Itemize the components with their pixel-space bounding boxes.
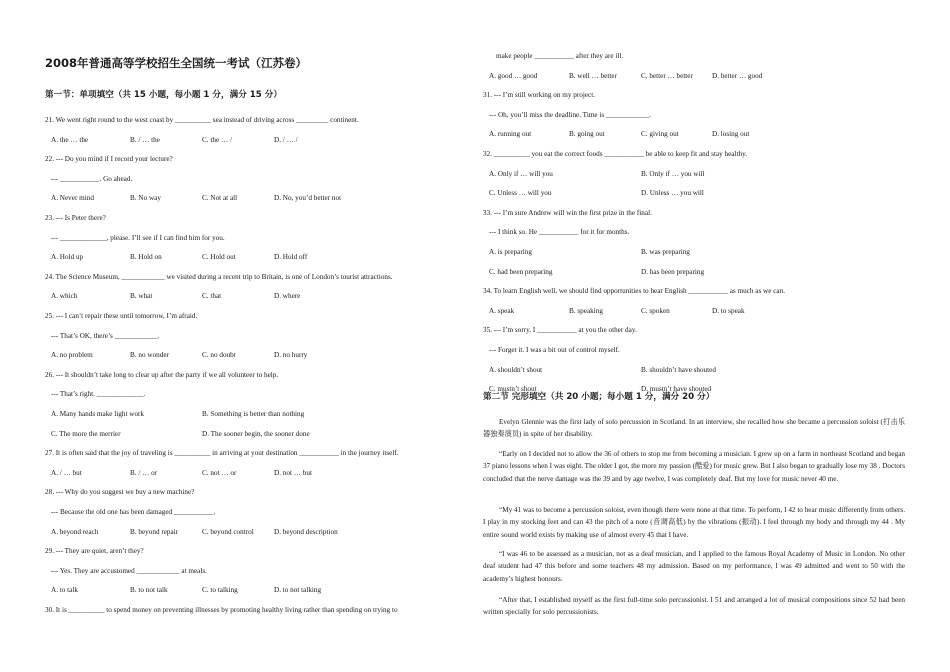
option: A. running out	[489, 130, 532, 139]
option: C. no doubt	[202, 351, 236, 360]
option: D. The sooner begin, the sooner done	[202, 429, 310, 438]
question-stem: 26. --- It shouldn’t take long to clear up after the party if we all volunteer to help.	[45, 370, 279, 379]
option: D. not … but	[274, 468, 312, 477]
options-row	[489, 130, 909, 140]
option: B. Something is better than nothing	[202, 410, 305, 418]
option: B. beyond repair	[130, 527, 179, 536]
question-stem: 32. __________ you eat the correct foods ___________ be able to keep fit and stay healthy.	[483, 150, 748, 158]
option: A. Only if … will you	[489, 169, 553, 178]
option: C. Unless … will you	[489, 189, 552, 198]
question-line: --- I think so. He ___________ for it for months.	[489, 228, 630, 237]
passage-paragraph: “Early on I decided not to allow the 36 of others to stop me from becoming a musician. I grew up on a farm in northeast Scotland and began 37 piano lessons when I was eight. The older I got, the more my passion (酷爱) for music grew. But I also began to gradually lose my 38 . Doctors concluded that the nerve damage was the 39 and by age twelve, I was completely deaf. But my love for music never 40 me.	[483, 450, 905, 483]
question-stem: 29. --- They are quiet, aren’t they?	[45, 547, 144, 556]
question-stem: 35. --- I’m sorry. I ___________ at you the other day.	[483, 326, 637, 335]
option: A. good … good	[489, 71, 538, 80]
option: D. mustn’t have shouted	[641, 385, 712, 394]
question-stem: 28. --- Why do you suggest we buy a new machine?	[45, 488, 195, 497]
options-row	[489, 189, 909, 199]
question-stem: 27. It is often said that the joy of traveling is __________ in arriving at your destination ___________ in the journey itself.	[45, 449, 399, 458]
option: D. to speak	[712, 306, 745, 315]
question-line: make people ___________ after they are ill.	[496, 52, 624, 60]
options-row	[51, 586, 471, 596]
question-stem: 21. We went right round to the west coast by __________ sea instead of driving across _________ continent.	[45, 116, 359, 124]
options-row	[51, 292, 471, 302]
section-heading: 第一节：单项填空（共 15 小题，每小题 1 分，满分 15 分）	[45, 90, 282, 100]
passage-paragraph: “After that, I established myself as the first full-time solo percussionist. I 51 and arranged a lot of musical compositions since 52 had been written specially for solo percussionists.	[483, 596, 905, 617]
options-row	[489, 366, 909, 376]
option: D. has been preparing	[641, 267, 705, 276]
section2-heading: 第二节 完形填空（共 20 小题；每小题 1 分，满分 20 分）	[483, 392, 715, 402]
options-row	[51, 136, 471, 146]
option: C. to talking	[202, 586, 238, 595]
option: C. Hold out	[202, 253, 236, 262]
option: B. / … the	[130, 135, 160, 144]
passage-paragraph: “I was 46 to be assessed as a musician, not as a deaf musician, and I applied to the famous Royal Academy of Music in London. No other deaf student had 47 this before and some teachers 48 my admission. Based on my performance, I was 49 admitted and went to 50 with the academy’s highest honours.	[483, 550, 905, 583]
question-line: --- That’s OK, there’s ____________.	[51, 331, 160, 340]
option: B. what	[130, 292, 153, 301]
question-stem: 22. --- Do you mind if I record your lecture?	[45, 155, 173, 164]
option: C. that	[202, 292, 222, 301]
question-line: --- _____________, please. I’ll see if I can find him for you.	[51, 233, 225, 242]
option: C. not … or	[202, 468, 237, 477]
options-row	[489, 248, 909, 258]
options-row	[51, 253, 471, 263]
option: B. no wonder	[130, 351, 169, 360]
question-stem: 30. It is __________ to spend money on preventing illnesses by promoting healthy living rather than spending on trying to	[45, 606, 398, 614]
option: A. speak	[489, 306, 515, 315]
option: B. was preparing	[641, 248, 690, 256]
option: B. Only if … you will	[641, 169, 705, 178]
option: C. giving out	[641, 130, 679, 139]
option: B. shouldn’t have shouted	[641, 365, 716, 374]
option: B. to not talk	[130, 586, 168, 595]
page-title: 2008年普通高等学校招生全国统一考试（江苏卷）	[45, 56, 308, 70]
options-row	[489, 268, 909, 278]
options-row	[51, 430, 471, 440]
option: D. Unless … you will	[641, 189, 704, 198]
passage-paragraph: Evelyn Glennie was the first lady of solo percussion in Scotland. In an interview, she recalled how she became a percussion soloist (打击乐器独奏演员) in spite of her disability.	[483, 418, 905, 439]
option: A. which	[51, 292, 78, 301]
question-line: --- Forget it. I was a bit out of control myself.	[489, 346, 620, 354]
option: B. No way	[130, 194, 161, 203]
passage-paragraph: “My 41 was to become a percussion soloist, even though there were none at that time. To perform, I 42 to hear music differently from others. I play in my stocking feet and can 43 the pitch of a note (音调高低) by the vibrations (振动). I feel through my body and through my 44 . My entire sound world exists by making use of almost every 45 that I have.	[483, 506, 905, 539]
option: C. The more the merrier	[51, 429, 121, 438]
option: C. beyond control	[202, 527, 254, 536]
question-stem: 23. --- Is Peter there?	[45, 214, 106, 222]
option: C. spoken	[641, 306, 670, 315]
options-row	[489, 307, 909, 317]
question-stem: 25. --- I can’t repair these until tomorrow, I’m afraid.	[45, 312, 198, 320]
option: D. / … /	[274, 135, 298, 144]
options-row	[51, 194, 471, 204]
options-row	[51, 351, 471, 361]
options-row	[489, 170, 909, 180]
question-line: --- ___________. Go ahead.	[51, 174, 133, 183]
option: D. losing out	[712, 130, 750, 139]
options-row	[51, 410, 471, 420]
question-line: --- Oh, you’ll miss the deadline. Time is ____________.	[489, 110, 651, 119]
option: C. Not at all	[202, 194, 238, 203]
option: B. Hold on	[130, 253, 162, 262]
option: A. Never mind	[51, 194, 94, 203]
option: D. to not talking	[274, 586, 322, 595]
option: C. mustn’t shout	[489, 385, 537, 394]
option: A. is preparing	[489, 248, 532, 256]
option: D. no hurry	[274, 351, 308, 360]
question-line: --- Yes. They are accustomed ____________ at meals.	[51, 566, 207, 575]
question-stem: 34. To learn English well, we should find opportunities to hear English ___________ as much as we can.	[483, 287, 785, 296]
option: A. to talk	[51, 586, 78, 595]
options-row	[51, 528, 471, 538]
option: A. Many hands make light work	[51, 410, 145, 418]
options-row	[51, 469, 471, 479]
question-stem: 33. --- I’m sure Andrew will win the first prize in the final.	[483, 208, 652, 217]
option: D. where	[274, 292, 301, 301]
option: C. had been preparing	[489, 267, 553, 276]
option: B. / … or	[130, 468, 158, 477]
question-line: --- That’s right. _____________.	[51, 390, 146, 399]
question-line: --- Because the old one has been damaged ___________.	[51, 508, 216, 516]
option: B. speaking	[569, 306, 603, 315]
option: C. the … /	[202, 135, 232, 144]
option: D. Hold off	[274, 253, 308, 262]
question-stem: 31. --- I’m still working on my project.	[483, 91, 595, 100]
options-row	[489, 72, 909, 82]
option: A. / … but	[51, 468, 82, 477]
option: D. better … good	[712, 71, 763, 80]
question-stem: 24. The Science Museum, ____________ we visited during a recent trip to Britain, is one of London’s tourist attractions.	[45, 272, 393, 281]
option: A. no problem	[51, 351, 93, 360]
option: A. shouldn’t shout	[489, 365, 543, 374]
option: A. beyond reach	[51, 527, 99, 536]
option: B. well … better	[569, 71, 617, 80]
option: A. Hold up	[51, 253, 84, 262]
option: C. better … better	[641, 71, 693, 80]
option: A. the … the	[51, 135, 89, 144]
option: D. beyond description	[274, 527, 338, 536]
option: B. going out	[569, 130, 605, 139]
option: D. No, you’d better not	[274, 194, 342, 203]
